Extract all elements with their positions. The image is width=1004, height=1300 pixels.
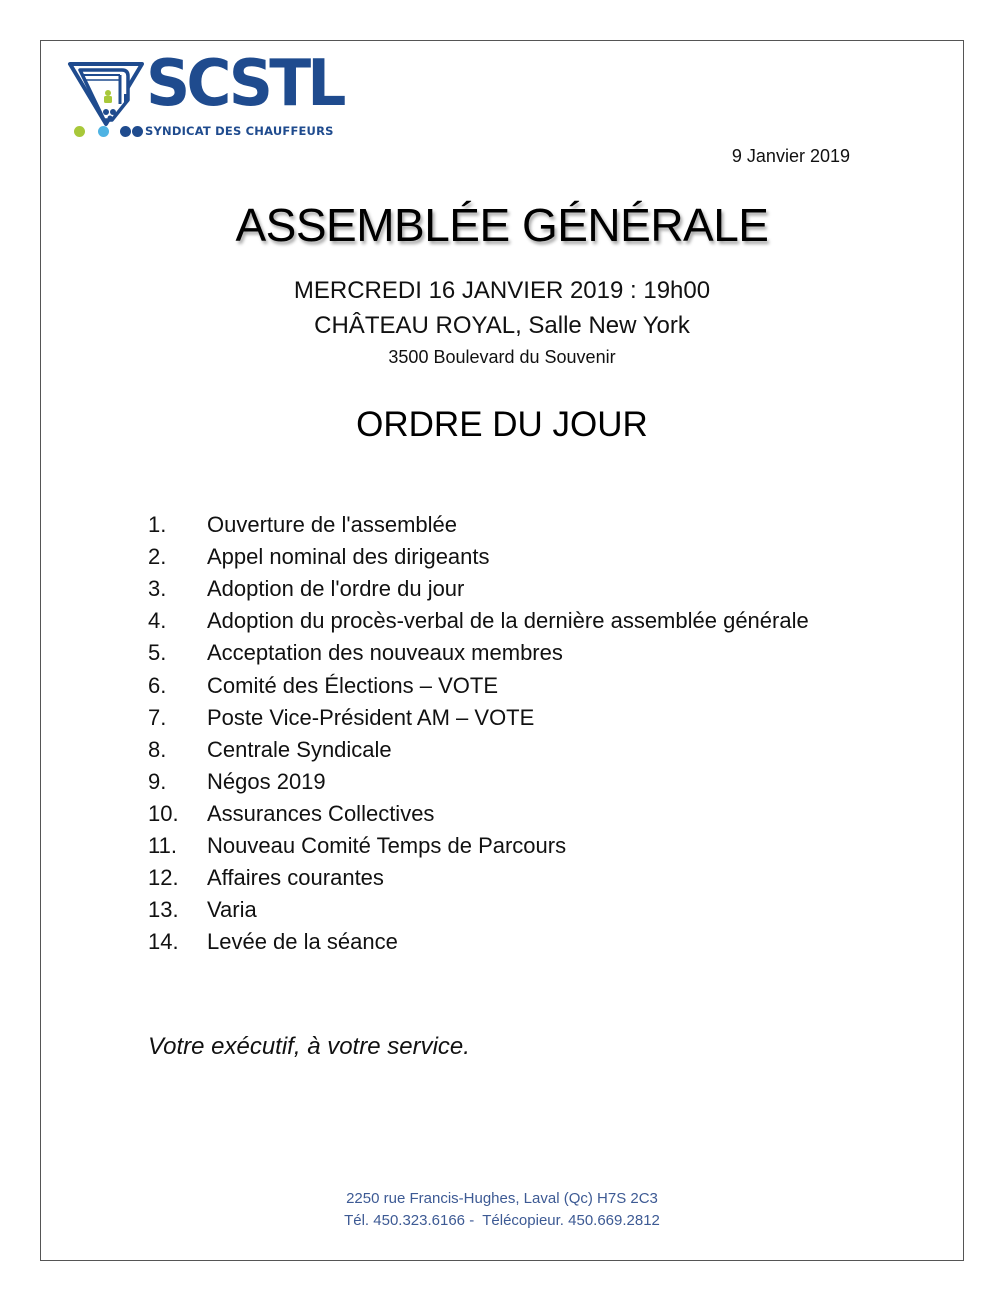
lime-dot-icon [74, 126, 85, 137]
logo-wordmark: SCSTL [146, 47, 343, 121]
navy-dot-icon [120, 126, 131, 137]
agenda-item-number: 13. [148, 897, 179, 923]
agenda-item [148, 605, 809, 637]
agenda-list [148, 509, 809, 958]
agenda-item-label: Ouverture de l'assemblée [207, 512, 457, 538]
agenda-title: ORDRE DU JOUR [356, 405, 648, 444]
agenda-item-label: Adoption du procès-verbal de la dernière assemblée générale [207, 608, 809, 634]
agenda-item [148, 894, 809, 926]
agenda-item-number: 12. [148, 865, 179, 891]
agenda-item-label: Appel nominal des dirigeants [207, 544, 490, 570]
scstl-logo [66, 47, 356, 144]
navy-dot-icon [132, 126, 143, 137]
agenda-item-label: Nouveau Comité Temps de Parcours [207, 832, 567, 858]
agenda-item [148, 573, 809, 605]
agenda-item [148, 862, 809, 894]
agenda-item-number: 10. [148, 800, 179, 826]
agenda-item-label: Levée de la séance [207, 929, 398, 955]
page-title: ASSEMBLÉE GÉNÉRALE [235, 199, 769, 251]
agenda-item [148, 509, 809, 541]
footer-contact: Tél. 450.323.6166 - Télécopieur. 450.669.2812 [344, 1212, 660, 1229]
agenda-item [148, 830, 809, 862]
agenda-item [148, 798, 809, 830]
agenda-item-number: 6. [148, 672, 167, 698]
cyan-dot-icon [98, 126, 109, 137]
closing-signature: Votre exécutif, à votre service. [148, 1033, 470, 1060]
agenda-item [148, 669, 809, 701]
agenda-item-label: Assurances Collectives [207, 800, 435, 826]
logo-tagline: SYNDICAT DES CHAUFFEURS [145, 124, 334, 138]
agenda-item-label: Comité des Élections – VOTE [207, 672, 499, 698]
agenda-item-number: 7. [148, 704, 167, 730]
agenda-item-number: 8. [148, 736, 167, 762]
bus-triangle-emblem-icon [66, 60, 146, 132]
agenda-item [148, 541, 809, 573]
agenda-item-label: Acceptation des nouveaux membres [207, 640, 563, 666]
agenda-item-number: 5. [148, 640, 167, 666]
agenda-item [148, 637, 809, 669]
event-venue: CHÂTEAU ROYAL, Salle New York [314, 312, 690, 339]
agenda-item [148, 734, 809, 766]
agenda-item-number: 14. [148, 929, 179, 955]
agenda-item-label: Poste Vice-Président AM – VOTE [207, 704, 535, 730]
agenda-item-number: 11. [148, 832, 177, 858]
document-date: 9 Janvier 2019 [731, 146, 850, 166]
footer-address: 2250 rue Francis-Hughes, Laval (Qc) H7S 2C3 [346, 1190, 658, 1207]
agenda-item-label: Varia [207, 897, 257, 923]
agenda-item-label: Négos 2019 [207, 768, 326, 794]
agenda-item-number: 9. [148, 768, 167, 794]
agenda-item [148, 766, 809, 798]
event-address: 3500 Boulevard du Souvenir [388, 347, 616, 367]
agenda-item-label: Adoption de l'ordre du jour [207, 576, 465, 602]
agenda-item-label: Affaires courantes [207, 865, 384, 891]
agenda-item-number: 4. [148, 608, 167, 634]
agenda-item-number: 3. [148, 576, 167, 602]
agenda-item [148, 702, 809, 734]
logo-tagline-row [74, 124, 334, 138]
agenda-item [148, 926, 809, 958]
event-datetime: MERCREDI 16 JANVIER 2019 : 19h00 [293, 277, 711, 304]
agenda-item-number: 1. [148, 512, 167, 538]
agenda-item-label: Centrale Syndicale [207, 736, 392, 762]
agenda-item-number: 2. [148, 544, 167, 570]
